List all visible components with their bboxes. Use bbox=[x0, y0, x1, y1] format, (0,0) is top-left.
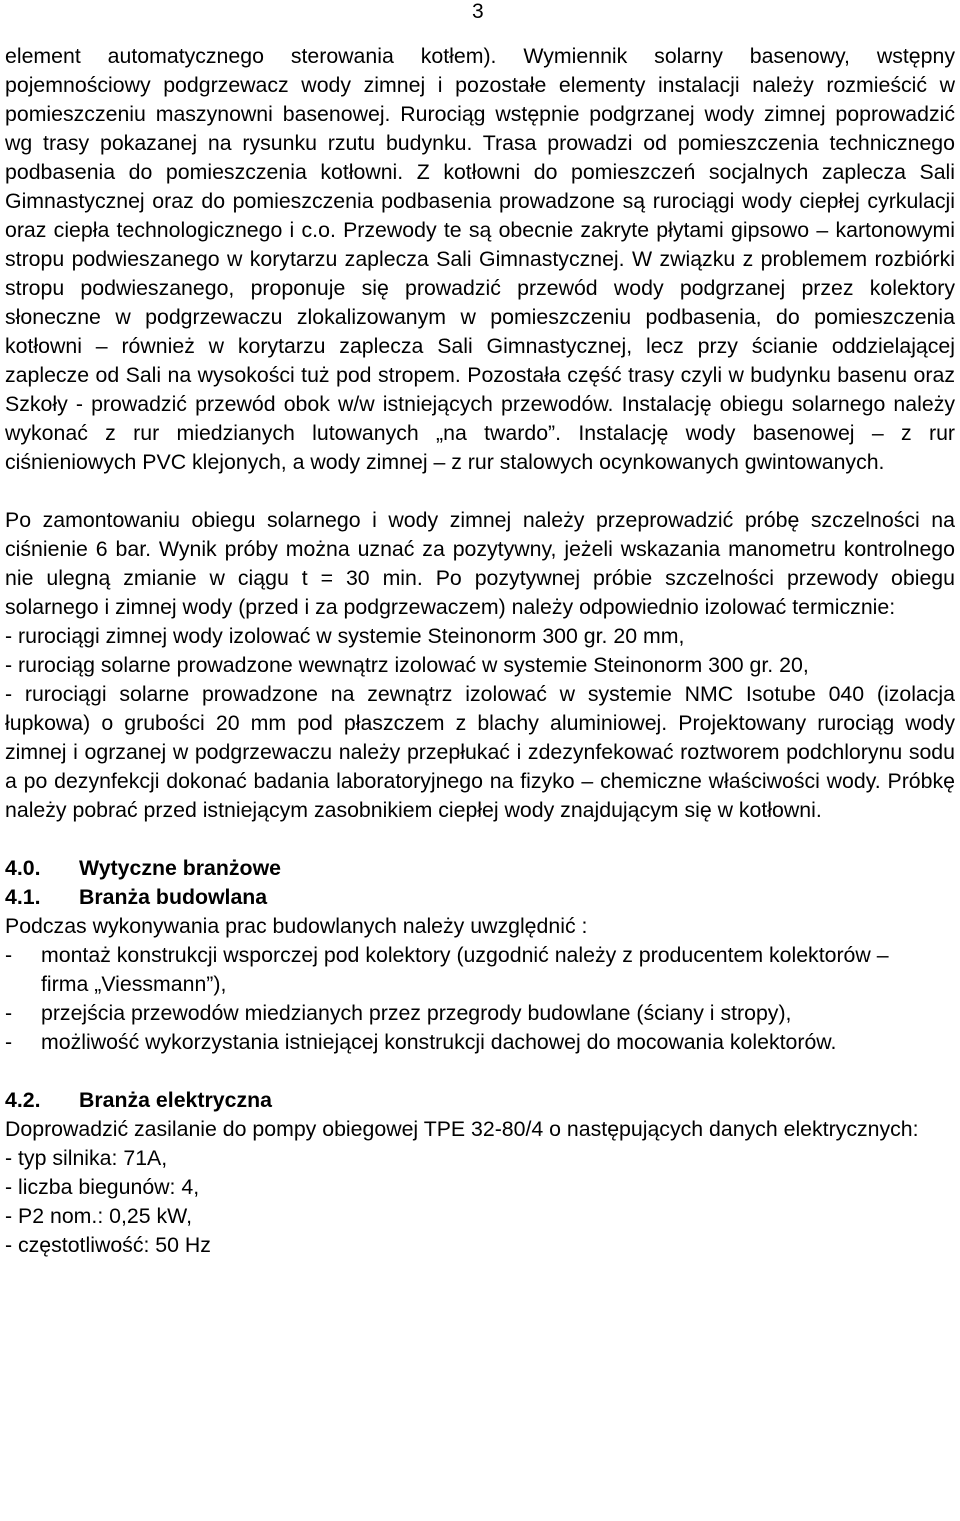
spec-item: - typ silnika: 71A, bbox=[5, 1146, 168, 1170]
paragraph-pressure-test: Po zamontowaniu obiegu solarnego i wody zimnej należy przeprowadzić próbę szczelności na ciśnienie 6 bar. Wynik próby można uznać za pozytywny, jeżeli wskazania manometru kontrolnego nie ulegną zmianie w ciągu t = 30 min. Po pozytywnej próbie szczelności przewody obiegu solarnego i zimnej wody (przed i za podgrzewaczem) należy odpowiednio izolować termicznie: bbox=[5, 508, 955, 619]
dash-bullet: - bbox=[5, 943, 13, 967]
dash-bullet: - bbox=[5, 1001, 13, 1025]
spec-item: - P2 nom.: 0,25 kW, bbox=[5, 1204, 193, 1228]
page-number: 3 bbox=[472, 0, 484, 23]
list-item bbox=[5, 999, 955, 1028]
insulation-item: - rurociąg solarne prowadzone wewnątrz izolować w systemie Steinonorm 300 gr. 20, bbox=[5, 653, 809, 677]
document-body bbox=[5, 42, 955, 1260]
list-item-text: montaż konstrukcji wsporczej pod kolektory (uzgodnić należy z producentem kolektorów – firma „Viessmann”), bbox=[41, 943, 889, 996]
section-intro: Podczas wykonywania prac budowlanych należy uwzględnić : bbox=[5, 914, 588, 938]
section-number: 4.0. bbox=[5, 856, 41, 880]
paragraph-installation-routing: element automatycznego sterowania kotłem). Wymiennik solarny basenowy, wstępny pojemnościowy podgrzewacz wody zimnej i pozostałe elementy instalacji należy rozmieścić w pomieszczeniu maszynowni basenowej. Rurociąg wstępnie podgrzanej wody zimnej poprowadzić wg trasy pokazanej na rysunku rzutu budynku. Trasa prowadzi od pomieszczenia technicznego podbasenia do pomieszczenia kotłowni. Z kotłowni do pomieszczeń socjalnych zaplecza Sali Gimnastycznej oraz do pomieszczenia podbasenia prowadzone są rurociągi wody ciepłej cyrkulacji oraz ciepła technologicznego i c.o. Przewody te są obecnie zakryte płytami gipsowo – kartonowymi stropu podwieszanego w korytarzu zaplecza Sali Gimnastycznej. W związku z problemem rozbiórki stropu podwieszanego, proponuje się prowadzić przewód wody podgrzanej przez kolektory słoneczne w podgrzewaczu zlokalizowanym w pomieszczeniu podbasenia, do pomieszczenia kotłowni – również w korytarzu zaplecza Sali Gimnastycznej, lecz przy ścianie oddzielającej zaplecze od Sali na wysokości tuż pod stropem. Pozostała część trasy czyli w budynku basenu oraz Szkoły - prowadzić przewód obok w/w istniejących przewodów. Instalację obiegu solarnego należy wykonać z rur miedzianych lutowanych „na twardo”. Instalację wody basenowej – z rur ciśnieniowych PVC klejonych, a wody zimnej – z rur stalowych ocynkowanych gwintowanych. bbox=[5, 44, 955, 474]
spec-item: - częstotliwość: 50 Hz bbox=[5, 1233, 211, 1257]
dash-bullet: - bbox=[5, 1030, 13, 1054]
section-heading-4-2 bbox=[5, 1086, 955, 1115]
paragraph-gap bbox=[5, 825, 955, 854]
list-item bbox=[5, 941, 955, 999]
list-item bbox=[5, 1028, 955, 1057]
list-item-text: możliwość wykorzystania istniejącej konstrukcji dachowej do mocowania kolektorów. bbox=[41, 1030, 837, 1054]
section-number: 4.2. bbox=[5, 1088, 41, 1112]
section-number: 4.1. bbox=[5, 885, 41, 909]
section-heading-4-0 bbox=[5, 854, 955, 883]
section-heading-4-1 bbox=[5, 883, 955, 912]
section-title: Branża budowlana bbox=[79, 885, 268, 909]
paragraph-gap bbox=[5, 477, 955, 506]
section-intro: Doprowadzić zasilanie do pompy obiegowej TPE 32-80/4 o następujących danych elektrycznych: bbox=[5, 1117, 919, 1141]
insulation-item: - rurociągi zimnej wody izolować w systemie Steinonorm 300 gr. 20 mm, bbox=[5, 624, 685, 648]
paragraph-gap bbox=[5, 1057, 955, 1086]
spec-item: - liczba biegunów: 4, bbox=[5, 1175, 200, 1199]
list-item-text: przejścia przewodów miedzianych przez przegrody budowlane (ściany i stropy), bbox=[41, 1001, 792, 1025]
section-title: Branża elektryczna bbox=[79, 1088, 272, 1112]
section-title: Wytyczne branżowe bbox=[79, 856, 281, 880]
insulation-item: - rurociągi solarne prowadzone na zewnątrz izolować w systemie NMC Isotube 040 (izolacja łupkowa) o grubości 20 mm pod płaszczem z blachy aluminiowej. Projektowany rurociąg wody zimnej i ogrzanej w podgrzewaczu należy przepłukać i zdezynfekować roztworem podchlorynu sodu a po dezynfekcji dokonać badania laboratoryjnego na fizyko – chemiczne właściwości wody. Próbkę należy pobrać przed istniejącym zasobnikiem ciepłej wody znajdującym się w kotłowni. bbox=[5, 682, 955, 822]
